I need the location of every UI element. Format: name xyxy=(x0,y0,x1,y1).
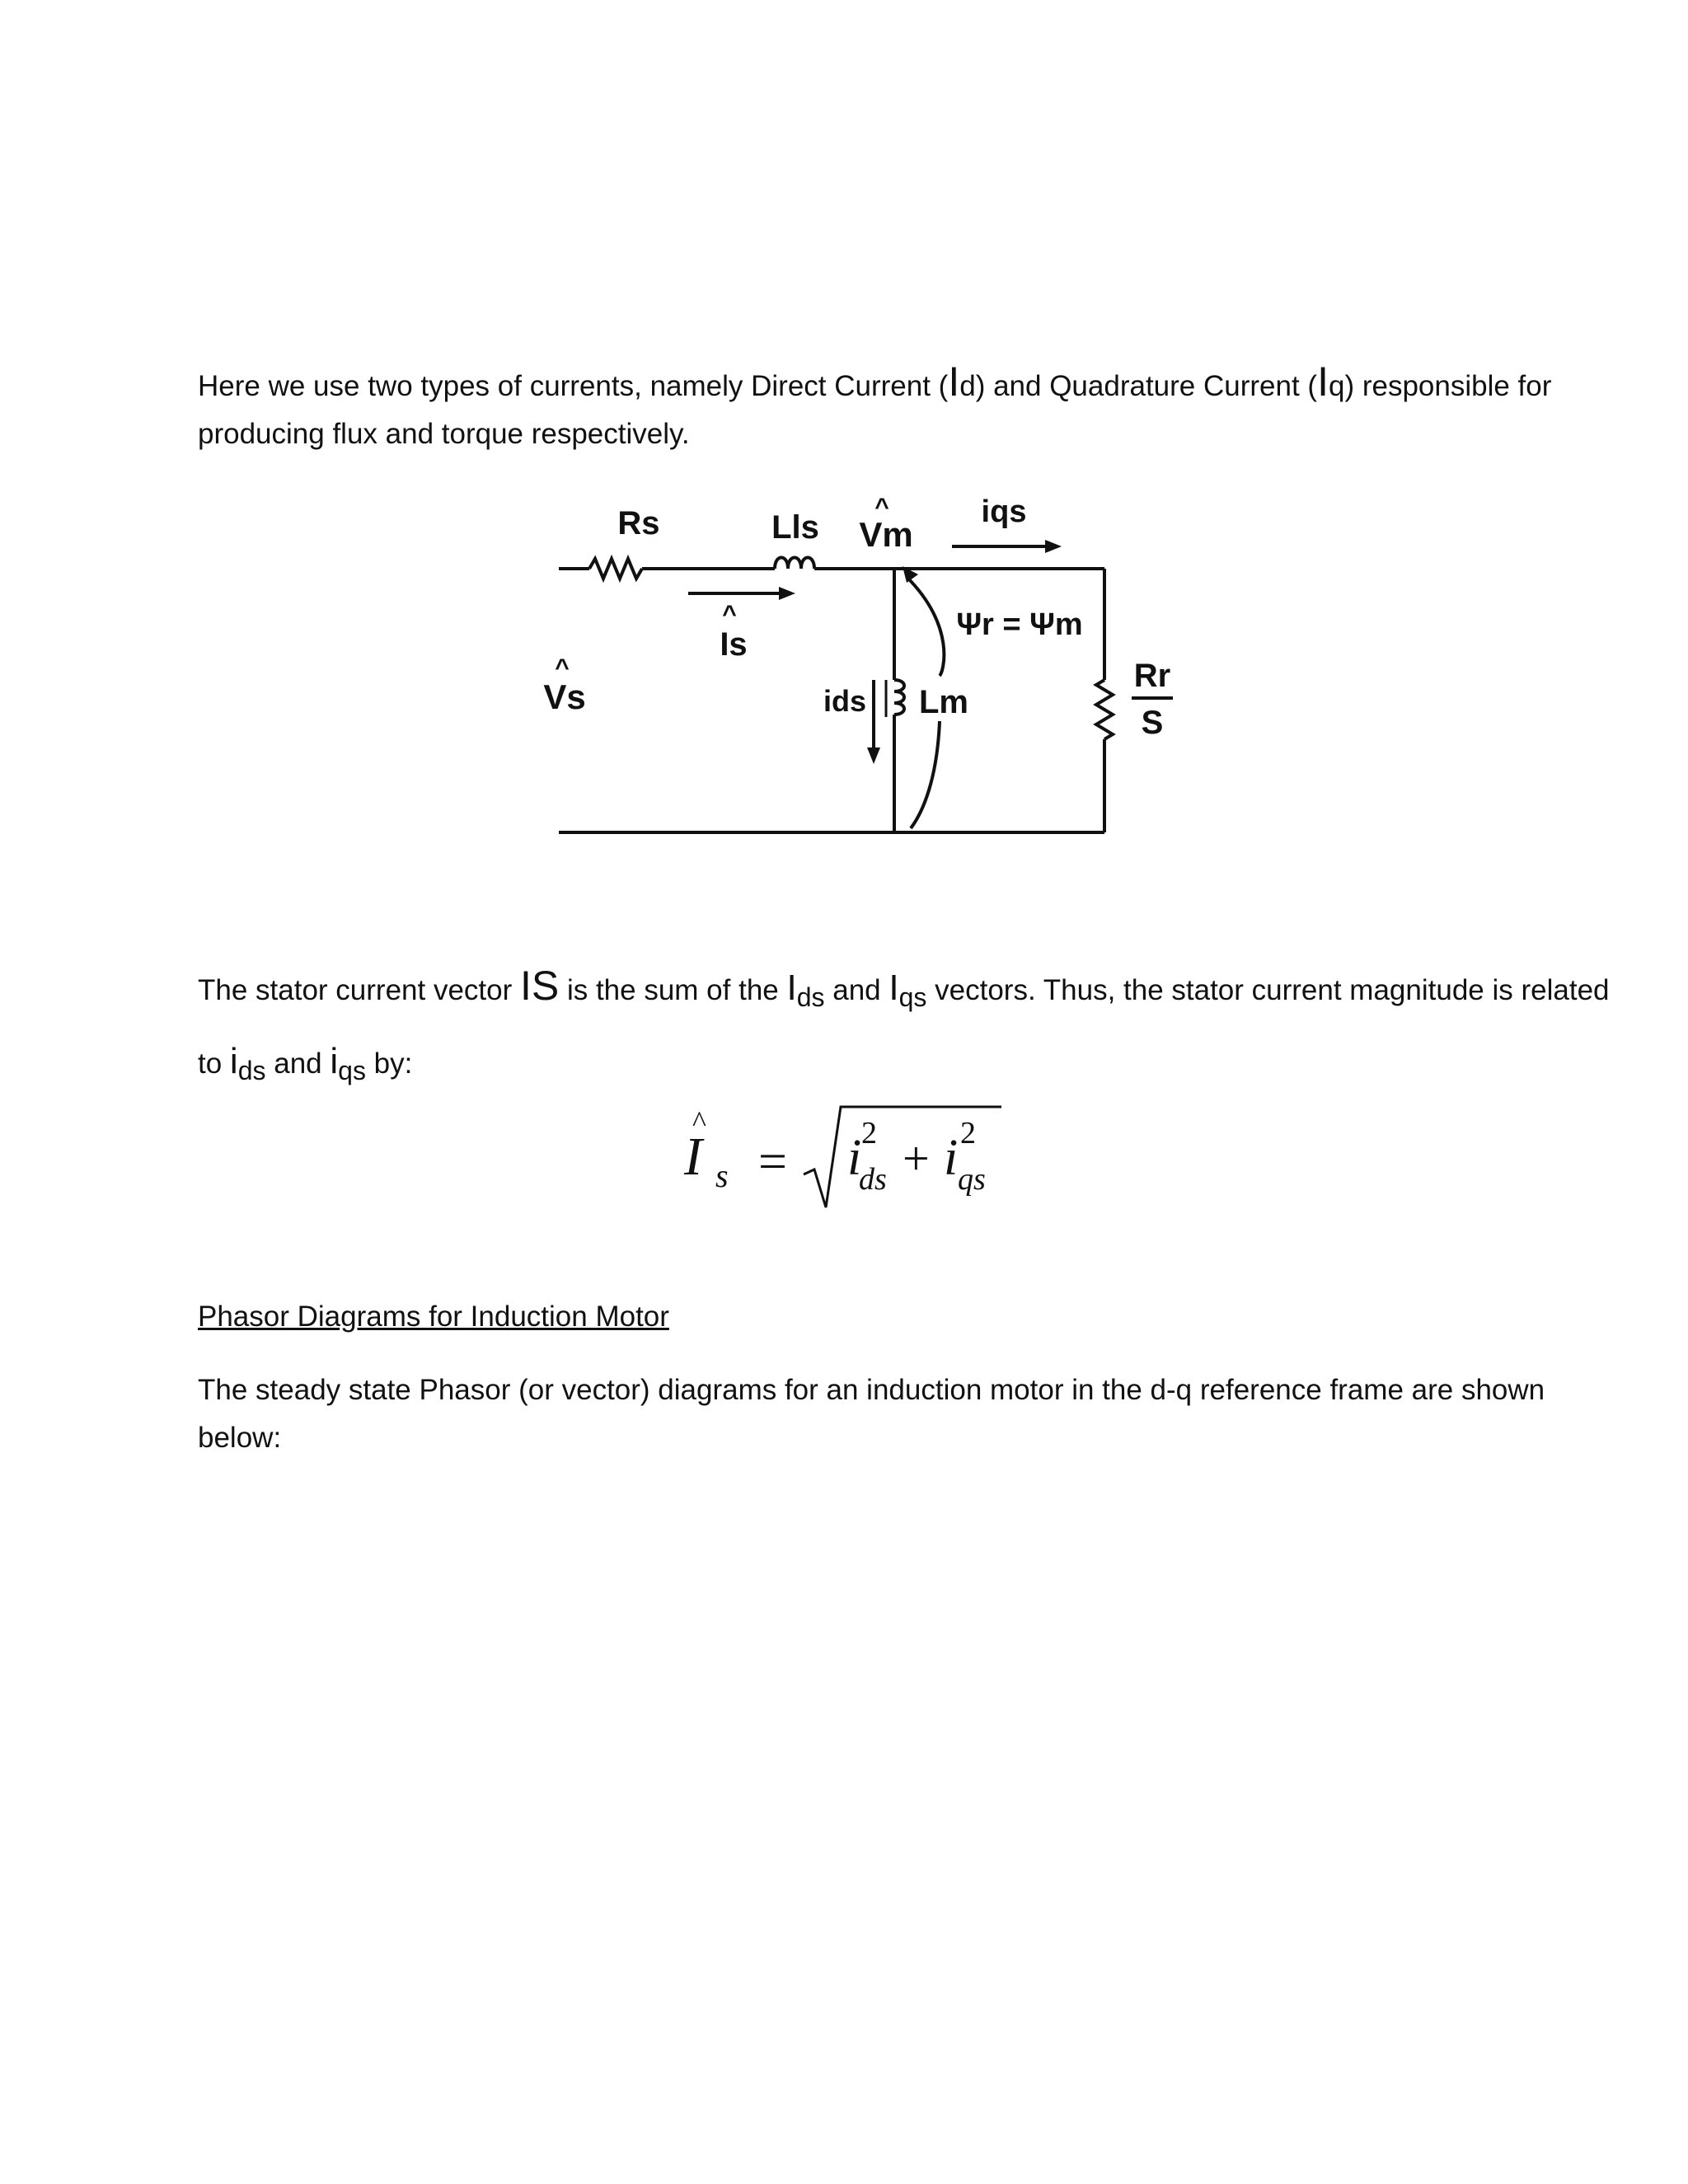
rs-label: Rs xyxy=(617,505,660,541)
vs-hat: ^ xyxy=(555,654,570,682)
iqs-symbol: I xyxy=(889,968,899,1008)
section-heading: Phasor Diagrams for Induction Motor xyxy=(198,1301,669,1333)
iq-symbol: I xyxy=(1317,359,1329,405)
is-vector-symbol: IS xyxy=(519,963,560,1009)
intro-paragraph xyxy=(198,359,1615,458)
ids-lower-subscript: ds xyxy=(237,1056,266,1085)
vs-label: Vs xyxy=(543,677,586,716)
ids-lower-symbol: i xyxy=(229,1041,238,1081)
stator-resistor xyxy=(589,559,642,579)
ids-arrowhead xyxy=(867,748,880,764)
term1-sub: ds xyxy=(859,1162,887,1197)
term2-power: 2 xyxy=(960,1116,976,1151)
formula-hat: ^ xyxy=(692,1105,706,1138)
slip-label: S xyxy=(1141,705,1164,741)
magnitude-formula xyxy=(676,1092,1022,1224)
vm-hat: ^ xyxy=(874,494,889,521)
vm-arrow-lower xyxy=(911,721,940,828)
stator-text-3: and xyxy=(824,974,889,1006)
formula-equals: = xyxy=(758,1134,787,1190)
formula-lhs: I xyxy=(684,1127,702,1187)
formula-lhs-sub: s xyxy=(715,1157,729,1194)
iqs-subscript: qs xyxy=(898,982,927,1012)
stator-text-6: by: xyxy=(365,1047,413,1080)
is-label: Is xyxy=(720,626,748,663)
iqs-lower-symbol: i xyxy=(330,1041,339,1081)
formula-plus: + xyxy=(903,1132,930,1185)
iqs-label: iqs xyxy=(981,494,1027,529)
stator-text-2: is the sum of the xyxy=(559,974,787,1006)
id-symbol: I xyxy=(948,359,960,405)
stator-current-paragraph xyxy=(198,956,1615,1103)
stator-text-1: The stator current vector xyxy=(198,974,520,1006)
phasor-intro-paragraph: The steady state Phasor (or vector) diagrams for an induction motor in the d-q reference frame are shown below: xyxy=(198,1374,1545,1454)
rotor-resistor xyxy=(1096,680,1113,739)
lm-label: Lm xyxy=(919,684,968,720)
flux-label: Ψr = Ψm xyxy=(956,607,1083,642)
iqs-arrowhead xyxy=(1045,540,1062,553)
intro-text-3: ) responsible for producing flux and torque respectively. xyxy=(198,370,1552,450)
term1-base: i xyxy=(847,1130,862,1186)
term2-base: i xyxy=(944,1130,959,1186)
iq-subscript: q xyxy=(1328,370,1345,402)
ids-subscript: ds xyxy=(796,982,825,1012)
leakage-inductor xyxy=(775,558,814,569)
term2-sub: qs xyxy=(958,1162,986,1197)
magnetizing-inductor xyxy=(894,680,904,715)
stator-text-4: vectors. Thus, the stator current magnitude is related to xyxy=(198,974,1610,1080)
term1-power: 2 xyxy=(861,1116,877,1151)
ids-label: ids xyxy=(823,684,867,718)
intro-text-1: Here we use two types of currents, namely Direct Current ( xyxy=(198,370,949,402)
vm-label: Vm xyxy=(859,515,913,554)
vm-arrow-upper xyxy=(907,577,944,676)
intro-text-2: ) and Quadrature Current ( xyxy=(975,370,1318,402)
is-arrowhead xyxy=(779,587,795,600)
id-subscript: d xyxy=(959,370,976,402)
ids-symbol: I xyxy=(786,968,797,1008)
equivalent-circuit-diagram xyxy=(528,482,1203,861)
iqs-lower-subscript: qs xyxy=(338,1056,366,1085)
is-hat: ^ xyxy=(722,601,737,628)
lls-label: Lls xyxy=(771,509,819,546)
rr-label: Rr xyxy=(1133,658,1171,694)
stator-text-5: and xyxy=(265,1047,331,1080)
